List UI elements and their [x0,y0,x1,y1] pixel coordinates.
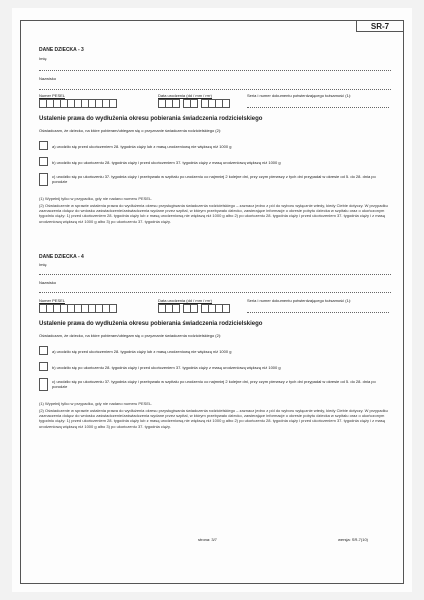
child4-footnote-2: (2) Oświadczenie w sprawie ustalenia prawa do wydłużenia okresu przysługiwania świadczenia rodzicielskiego – zaznacz jedno z pól do wyboru wyłącznie wtedy, kiedy Ciebie dotyczy. W przypadku zaznaczenia dołącz do wniosku zaświadczenie/zaświadczenia wydane przez szpital, w którym przebywało dziecko, zawierające informacje o okresie pobytu dziecka w szpitalu oraz o ukończonym tygodniu ciąży: 1) przed ukończeniem 28. tygodnia ciąży lub z masą urodzeniową nie większą niż 1000 g albo 2) po ukończeniu 28. tygodnia ciąży i przed ukończeniem 37. tygodnia ciąży i z masą urodzeniową większą niż 1000 g albo 3) po ukończeniu 37. tygodnia ciąży. [39,408,388,429]
form-code: SR-7 [356,20,404,32]
child3-option-b-checkbox[interactable] [39,157,48,166]
child4-statement: Oświadczam, że dziecko, na które pobieram/ubiegam się o przyznanie świadczenia rodzicielskiego (2): [39,333,222,338]
child3-option-a-checkbox[interactable] [39,141,48,150]
child4-footnote-1: (1) Wypełnij tylko w przypadku, gdy nie nadano numeru PESEL. [39,401,153,406]
child4-birthdate-cells[interactable] [158,304,229,313]
child4-document-field[interactable] [247,312,389,313]
child4-option-c-label: c) urodziło się po ukończeniu 37. tygodnia ciąży i przebywało w szpitalu po urodzeniu co najmniej 2 kolejne dni, przy czym pierwszy z tych dni przypadał w okresie od 5. do 28. dnia po porodzie [52,379,376,389]
page-number: strona: 3/7 [198,537,217,542]
child3-title: DANE DZIECKA - 3 [39,47,84,53]
child3-option-a-label: a) urodziło się przed ukończeniem 28. tygodnia ciąży lub z masą urodzeniową nie większą niż 1000 g [52,144,232,149]
child3-birthdate-label: Data urodzenia (dd / mm / rrrr) [158,93,213,98]
child3-option-c-checkbox[interactable] [39,173,48,186]
child3-first-name-label: Imię [39,56,47,61]
child4-option-b-checkbox[interactable] [39,362,48,371]
child4-option-a-label: a) urodziło się przed ukończeniem 28. tygodnia ciąży lub z masą urodzeniową nie większą niż 1000 g [52,349,232,354]
child4-title: DANE DZIECKA - 4 [39,254,84,260]
child3-option-c-label: c) urodziło się po ukończeniu 37. tygodnia ciąży i przebywało w szpitalu po urodzeniu co najmniej 2 kolejne dni, przy czym pierwszy z tych dni przypadał w okresie od 5. do 28. dnia po porodzie [52,174,376,184]
child3-first-name-field[interactable] [39,70,391,71]
child3-document-field[interactable] [247,107,389,108]
child4-section-heading: Ustalenie prawa do wydłużenia okresu pobierania świadczenia rodzicielskiego [39,321,263,327]
child4-option-b-label: b) urodziło się po ukończeniu 28. tygodnia ciąży i przed ukończeniem 37. tygodnia ciąży z masą urodzeniową większą niż 1000 g [52,365,281,370]
child3-option-b-label: b) urodziło się po ukończeniu 28. tygodnia ciąży i przed ukończeniem 37. tygodnia ciąży z masą urodzeniową większą niż 1000 g [52,160,281,165]
child3-section-heading: Ustalenie prawa do wydłużenia okresu pobierania świadczenia rodzicielskiego [39,116,263,122]
child4-option-a-checkbox[interactable] [39,346,48,355]
child3-footnote-1: (1) Wypełnij tylko w przypadku, gdy nie nadano numeru PESEL. [39,196,153,201]
child3-birthdate-cells[interactable] [158,99,229,108]
child4-first-name-field[interactable] [39,274,391,275]
child4-last-name-label: Nazwisko [39,280,57,285]
child4-option-c-checkbox[interactable] [39,378,48,391]
child3-last-name-field[interactable] [39,89,391,90]
child3-pesel-cells[interactable] [39,99,116,108]
child4-document-label: Seria i numer dokumentu potwierdzającego tożsamość (1): [247,298,352,303]
child3-statement: Oświadczam, że dziecko, na które pobieram/ubiegam się o przyznanie świadczenia rodzicielskiego (2): [39,128,222,133]
child4-last-name-field[interactable] [39,292,391,293]
form-version: wersja: SR-7(10) [338,537,369,542]
child4-first-name-label: Imię [39,262,47,267]
child3-footnote-2: (2) Oświadczenie w sprawie ustalenia prawa do wydłużenia okresu przysługiwania świadczenia rodzicielskiego – zaznacz jedno z pól do wyboru wyłącznie wtedy, kiedy Ciebie dotyczy. W przypadku zaznaczenia dołącz do wniosku zaświadczenie/zaświadczenia wydane przez szpital, w którym przebywało dziecko, zawierające informacje o okresie pobytu dziecka w szpitalu oraz o ukończonym tygodniu ciąży: 1) przed ukończeniem 28. tygodnia ciąży lub z masą urodzeniową nie większą niż 1000 g albo 2) po ukończeniu 28. tygodnia ciąży i przed ukończeniem 37. tygodnia ciąży i z masą urodzeniową większą niż 1000 g albo 3) po ukończeniu 37. tygodnia ciąży. [39,203,388,224]
child3-document-label: Seria i numer dokumentu potwierdzającego tożsamość (1): [247,93,352,98]
child4-pesel-label: Numer PESEL [39,298,66,303]
child4-birthdate-label: Data urodzenia (dd / mm / rrrr) [158,298,213,303]
child4-pesel-cells[interactable] [39,304,116,313]
child3-last-name-label: Nazwisko [39,76,57,81]
child3-pesel-label: Numer PESEL [39,93,66,98]
